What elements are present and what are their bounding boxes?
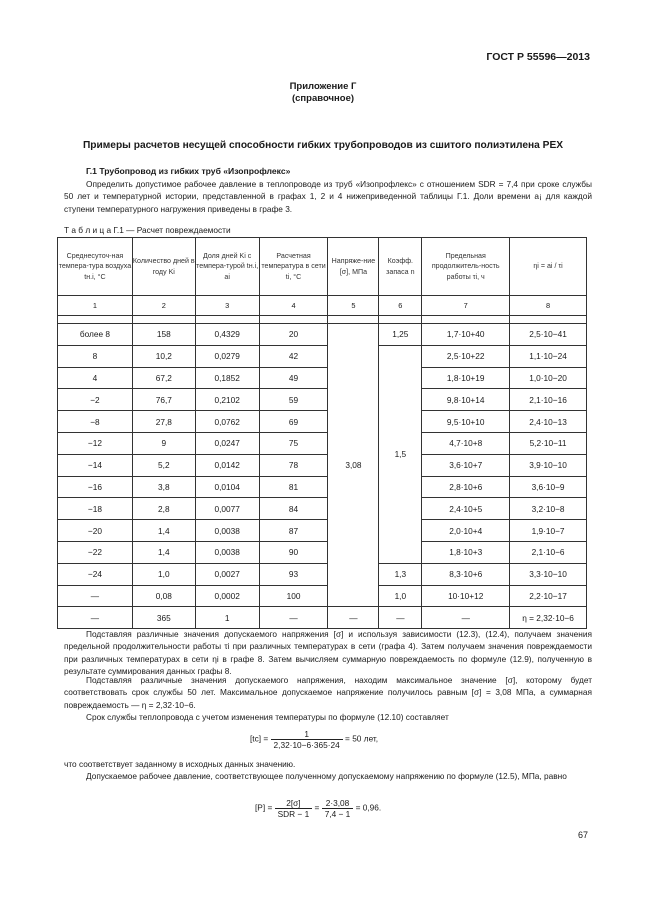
table-cell: 1,4 [132, 541, 195, 563]
table-cell: 1,25 [379, 324, 422, 346]
header-cell: Доля дней Ki с темпера-турой tн.i, ai [195, 238, 259, 296]
service-life-formula [250, 729, 378, 750]
table-cell: 67,2 [132, 367, 195, 389]
damage-table [57, 237, 587, 629]
table-row [58, 476, 587, 498]
header-cell: Расчетная температура в сети ti, °С [259, 238, 328, 296]
table-cell: 1,8·10+3 [422, 541, 510, 563]
table-cell: −18 [58, 498, 133, 520]
table-cell: −24 [58, 563, 133, 585]
table-cell: 0,0027 [195, 563, 259, 585]
table-cell: 2,8·10+6 [422, 476, 510, 498]
formula-fraction [275, 798, 313, 819]
formula-rhs: = 0,96. [355, 802, 382, 813]
column-number: 4 [259, 296, 328, 316]
paragraph-5 [64, 770, 592, 782]
table-row [58, 432, 587, 454]
table-cell: 0,0077 [195, 498, 259, 520]
column-number: 6 [379, 296, 422, 316]
formula-numerator: 1 [271, 729, 343, 740]
formula-numerator: 2[σ] [275, 798, 313, 809]
column-number-row [58, 296, 587, 316]
table-cell: 0,0038 [195, 541, 259, 563]
table-cell: 0,1852 [195, 367, 259, 389]
formula-denominator: 2,32·10−6·365·24 [273, 740, 340, 750]
table-cell: — [422, 607, 510, 629]
table-cell: 59 [259, 389, 328, 411]
table-cell: 27,8 [132, 411, 195, 433]
header-cell: Предельная продолжитель-ность работы τi, ч [422, 238, 510, 296]
table-cell: 4,7·10+8 [422, 432, 510, 454]
table-cell: 3,3·10−10 [510, 563, 587, 585]
formula-lhs: [P] = [255, 802, 273, 813]
page-number: 67 [577, 830, 588, 840]
table-cell: −2 [58, 389, 133, 411]
pressure-formula [255, 798, 381, 819]
header-cell: Среднесуточ-ная темпера-тура воздуха tн.i, °С [58, 238, 133, 296]
table-cell: 2,5·10+22 [422, 345, 510, 367]
table-cell: 49 [259, 367, 328, 389]
table-cell: −12 [58, 432, 133, 454]
table-row [58, 520, 587, 542]
paragraph-1-text: Подставляя различные значения допускаемого напряжения [σ] и используя зависимости (12.3), (12.4), получаем значения предельной продолжительности работы τi при различных температурах в сети (графа 4). Затем получаем значения повреждаемости при различных температурах в сети ηi в графе 8. Затем вычисляем суммарную повреждаемость по формуле (12.9), полученную в результате суммирования данных графы 8. [64, 629, 592, 676]
table-cell: 2,5·10−41 [510, 324, 587, 346]
intro-paragraph [64, 178, 592, 215]
table-cell: 158 [132, 324, 195, 346]
table-cell: — [259, 607, 328, 629]
table-cell: 0,08 [132, 585, 195, 607]
table-cell: 5,2 [132, 454, 195, 476]
table-cell: 9 [132, 432, 195, 454]
formula-denominator: 7,4 − 1 [324, 809, 351, 819]
table-row [58, 389, 587, 411]
table-cell: −16 [58, 476, 133, 498]
formula-fraction [322, 798, 354, 819]
table-cell: 9,5·10+10 [422, 411, 510, 433]
table-cell: 5,2·10−11 [510, 432, 587, 454]
table-row [58, 563, 587, 585]
column-number: 8 [510, 296, 587, 316]
table-cell: 1,8·10+19 [422, 367, 510, 389]
paragraph-3-text: Срок службы теплопровода с учетом изменения температуры по формуле (12.10) составляет [86, 712, 449, 722]
table-cell: 1,0 [379, 585, 422, 607]
formula-numerator: 2·3,08 [322, 798, 354, 809]
header-cell: Количество дней в году Ki [132, 238, 195, 296]
column-number: 3 [195, 296, 259, 316]
table-cell: 1,3 [379, 563, 422, 585]
table-cell: 1,4 [132, 520, 195, 542]
paragraph-4 [64, 758, 592, 770]
table-cell: 3,9·10−10 [510, 454, 587, 476]
table-cell: 9,8·10+14 [422, 389, 510, 411]
merged-safety-cell: 1,5 [379, 345, 422, 563]
table-cell: — [328, 607, 379, 629]
table-cell: 0,0038 [195, 520, 259, 542]
table-cell: 0,2102 [195, 389, 259, 411]
table-cell: более 8 [58, 324, 133, 346]
table-cell: 0,0142 [195, 454, 259, 476]
table-cell: 2,8 [132, 498, 195, 520]
standard-header: ГОСТ Р 55596—2013 [486, 51, 590, 63]
formula-rhs: = 50 лет, [345, 733, 379, 744]
table-cell: 0,0104 [195, 476, 259, 498]
table-cell: 1,0 [132, 563, 195, 585]
table-cell: 3,6·10−9 [510, 476, 587, 498]
table-row [58, 541, 587, 563]
table-cell: −22 [58, 541, 133, 563]
table-cell: 0,0247 [195, 432, 259, 454]
table-cell: 1,1·10−24 [510, 345, 587, 367]
table-cell: 2,0·10+4 [422, 520, 510, 542]
table-cell: 0,4329 [195, 324, 259, 346]
table-cell: 100 [259, 585, 328, 607]
table-cell: 10·10+12 [422, 585, 510, 607]
table-cell: 4 [58, 367, 133, 389]
table-cell: 2,4·10+5 [422, 498, 510, 520]
table-cell: 1,0·10−20 [510, 367, 587, 389]
table-cell: 3,8 [132, 476, 195, 498]
table-cell: — [58, 607, 133, 629]
formula-fraction [271, 729, 343, 750]
merged-stress-cell: 3,08 [328, 324, 379, 607]
table-row [58, 411, 587, 433]
table-cell: −20 [58, 520, 133, 542]
table-cell: 2,2·10−17 [510, 585, 587, 607]
table-cell: 75 [259, 432, 328, 454]
table-cell: 3,2·10−8 [510, 498, 587, 520]
table-caption: Т а б л и ц а Г.1 — Расчет повреждаемости [64, 225, 231, 235]
table-cell: 84 [259, 498, 328, 520]
table-row [58, 585, 587, 607]
paragraph-5-text: Допускаемое рабочее давление, соответствующее полученному допускаемому напряжению по формуле (12.5), МПа, равно [86, 771, 567, 781]
table-cell: — [379, 607, 422, 629]
formula-denominator: SDR − 1 [277, 809, 310, 819]
table-cell: 8 [58, 345, 133, 367]
table-row [58, 345, 587, 367]
table-cell: 8,3·10+6 [422, 563, 510, 585]
table-cell: 93 [259, 563, 328, 585]
table-cell: 69 [259, 411, 328, 433]
table-cell: 0,0002 [195, 585, 259, 607]
section-title: Примеры расчетов несущей способности гибких трубопроводов из сшитого полиэтилена РЕХ [82, 140, 564, 151]
table-cell: 1 [195, 607, 259, 629]
table-spacer-row [58, 316, 587, 324]
table-cell: 1,7·10+40 [422, 324, 510, 346]
table-cell: 90 [259, 541, 328, 563]
header-cell: Напряже-ние [σ], МПа [328, 238, 379, 296]
table-cell: −8 [58, 411, 133, 433]
formula-equals: = [314, 802, 320, 813]
table-cell: 87 [259, 520, 328, 542]
paragraph-2-text: Подставляя различные значения допускаемого напряжения, находим максимальное значение [σ], которому будет соответствовать срок службы 50 лет. Максимальное допускаемое напряжение получилось равным [σ] = 3,08 МПа, а суммарная повреждаемость — η = 2,32·10−6. [64, 675, 592, 710]
header-cell: ηi = ai / τi [510, 238, 587, 296]
formula-lhs: [tс] = [250, 733, 269, 744]
table-cell: 42 [259, 345, 328, 367]
column-number: 2 [132, 296, 195, 316]
table-cell: 76,7 [132, 389, 195, 411]
table-row [58, 498, 587, 520]
paragraph-2 [64, 674, 592, 711]
table-cell: — [58, 585, 133, 607]
table-cell: −14 [58, 454, 133, 476]
table-header-row [58, 238, 587, 296]
header-cell: Коэфф. запаса n [379, 238, 422, 296]
column-number: 1 [58, 296, 133, 316]
annex-title: Приложение Г [289, 81, 357, 92]
table-cell: 365 [132, 607, 195, 629]
paragraph-4-text: что соответствует заданному в исходных данных значению. [64, 759, 296, 769]
table-row [58, 454, 587, 476]
table-cell: 78 [259, 454, 328, 476]
table-cell: 3,6·10+7 [422, 454, 510, 476]
column-number: 5 [328, 296, 379, 316]
table-cell: 0,0762 [195, 411, 259, 433]
annex-subtitle: (справочное) [291, 93, 355, 104]
table-row [58, 324, 587, 346]
table-cell: 2,1·10−16 [510, 389, 587, 411]
table-total-row [58, 607, 587, 629]
table-row [58, 367, 587, 389]
table-cell: 20 [259, 324, 328, 346]
table-cell: 0,0279 [195, 345, 259, 367]
table-cell: 2,4·10−13 [510, 411, 587, 433]
paragraph-3 [64, 711, 592, 723]
column-number: 7 [422, 296, 510, 316]
table-cell: 1,9·10−7 [510, 520, 587, 542]
intro-text: Определить допустимое рабочее давление в теплопроводе из труб «Изопрофлекс» с отношением SDR = 7,4 при сроке службы 50 лет и температурной истории, представленной в графах 1, 2 и 4 нижеприведенной таблицы Г.1. Доли времени a¡ для каждой ступени температурного нагружения приведены в графе 3. [64, 179, 592, 214]
table-cell: 81 [259, 476, 328, 498]
table-cell: 10,2 [132, 345, 195, 367]
paragraph-1 [64, 628, 592, 677]
table-cell: 2,1·10−6 [510, 541, 587, 563]
table-cell: η = 2,32·10−6 [510, 607, 587, 629]
subsection-title: Г.1 Трубопровод из гибких труб «Изопрофлекс» [86, 166, 291, 176]
